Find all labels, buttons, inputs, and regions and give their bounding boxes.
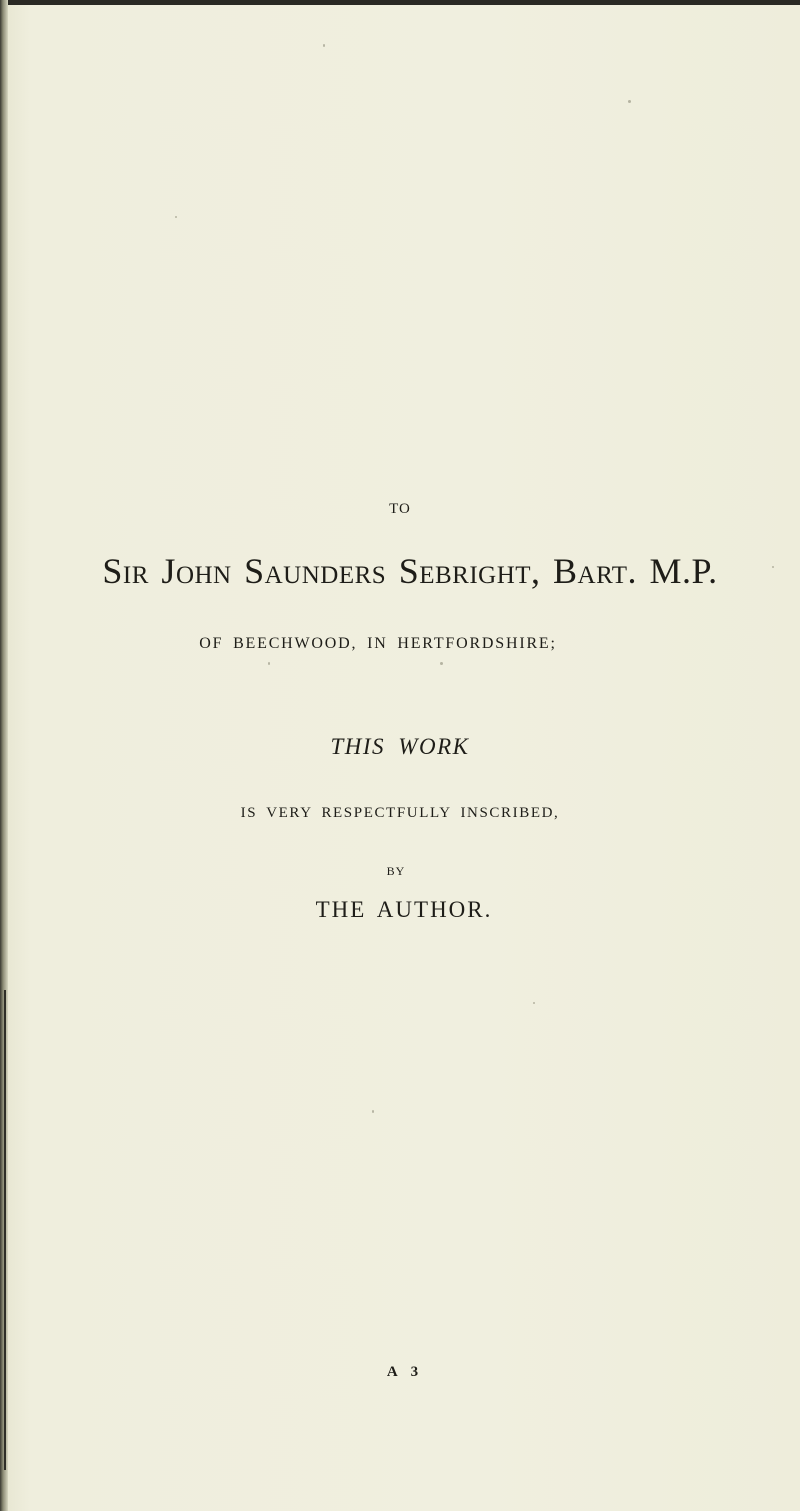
paper-speck	[268, 662, 270, 665]
signature-mark: A 3	[386, 1364, 422, 1380]
binding-shadow-line	[4, 990, 6, 1470]
this-work-heading: THIS WORK	[330, 734, 470, 759]
paper-speck	[533, 1002, 535, 1004]
paper-speck	[628, 100, 631, 103]
page-top-edge	[0, 0, 800, 5]
paper-speck	[323, 44, 325, 47]
paper-speck	[175, 216, 177, 218]
inscription-line: IS VERY RESPECTFULLY INSCRIBED,	[240, 805, 560, 821]
paper-speck	[372, 1110, 374, 1113]
dedication-to: TO	[389, 501, 411, 517]
dedicatee-residence: OF BEECHWOOD, IN HERTFORDSHIRE;	[199, 635, 557, 652]
paper-speck	[440, 662, 443, 665]
by-line: BY	[386, 864, 406, 878]
author-line: THE AUTHOR.	[315, 897, 493, 922]
dedicatee-name: Sir John Saunders Sebright, Bart. M.P.	[102, 551, 718, 591]
